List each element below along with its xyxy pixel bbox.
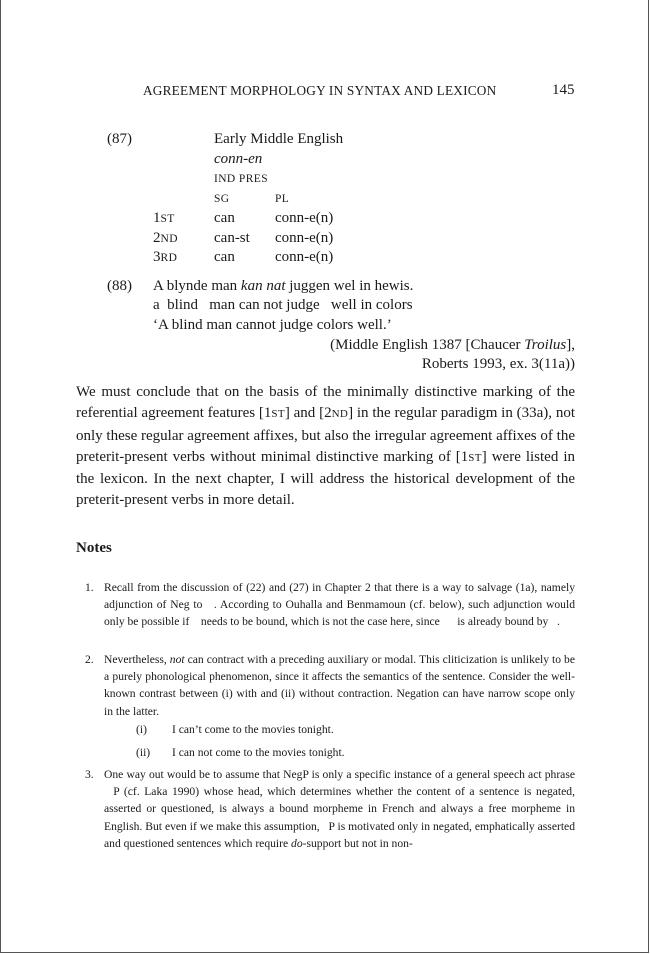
page-number: 145: [552, 82, 575, 98]
ex87-verb: conn-en: [214, 151, 263, 167]
ex87-person-3: 3RD: [153, 249, 178, 265]
note-2-example-i: (i) I can’t come to the movies tonight.: [136, 723, 334, 736]
ex87-features: IND PRES: [214, 173, 269, 185]
note-2-text: Nevertheless, not can contract with a preceding auxiliary or modal. This cliticization is unlikely to be a purely phonological phenomenon, since it affects the semantics of the sentence. Consider the well-known contrast between (i) with and (ii) without contraction. Negation can have narrow scope only in the latter.: [104, 653, 575, 718]
note-3-number: 3.: [85, 768, 94, 781]
note-2-example-ii: (ii) I can not come to the movies tonight.: [136, 746, 345, 759]
body-paragraph: We must conclude that on the basis of the minimally distinctive marking of the referential agreement features [1ST] and [2ND] in the regular paradigm in (33a), not only these regular agreement affixes, but also the irregular agreement affixes of the preterit-present verbs without minimal distinctive marking of [1ST] were listed in the lexicon. In the next chapter, I will address the historical development of the preterit-present verbs in more detail.: [76, 384, 575, 509]
note-1-text: Recall from the discussion of (22) and (27) in Chapter 2 that there is a way to salvage (1a), namely adjunction of Neg to . According to Ouhalla and Benmamoun (cf. below), such adjunction would only be possible if needs to be bound, which is not the case here, since is already bound by .: [104, 581, 575, 629]
ex87-person-1: 1ST: [153, 210, 175, 226]
ex87-sg-2: can-st: [214, 230, 250, 246]
ex88-source-1: (Middle English 1387 [Chaucer Troilus],: [330, 337, 575, 353]
ex87-title: Early Middle English: [214, 131, 344, 147]
ex88-translation: ‘A blind man cannot judge colors well.’: [153, 317, 392, 333]
note-1-number: 1.: [85, 581, 94, 594]
ex87-sg-3: can: [214, 249, 235, 265]
ex87-pl-1: conn-e(n): [275, 210, 334, 226]
ex87-pl-2: conn-e(n): [275, 230, 334, 246]
ex88-gloss: a blind man can not judge well in colors: [153, 297, 413, 313]
note-3-text: One way out would be to assume that NegP is only a specific instance of a general speech act phrase P (cf. Laka 1990) whose head, which determines whether the content of a sentence is negated, asserted or questioned, is always a bound morpheme in French and always a free morpheme in English. But even if we make this assumption, P is motivated only in negated, emphatically asserted and questioned sentences which require do-support but not in non-: [104, 768, 575, 850]
ex87-person-2: 2ND: [153, 230, 178, 246]
ex87-col-pl: PL: [275, 193, 290, 205]
ex87-sg-1: can: [214, 210, 235, 226]
ex88-number: (88): [107, 278, 132, 294]
ex88-source-2: Roberts 1993, ex. 3(11a)): [421, 356, 575, 372]
running-title: AGREEMENT MORPHOLOGY IN SYNTAX AND LEXICON: [143, 83, 497, 98]
ex87-pl-3: conn-e(n): [275, 249, 334, 265]
ex87-col-sg: SG: [214, 193, 230, 205]
ex87-number: (87): [107, 131, 132, 147]
note-2-number: 2.: [85, 653, 94, 666]
notes-heading: Notes: [76, 540, 112, 556]
ex88-line1: A blynde man kan nat juggen wel in hewis.: [153, 278, 414, 294]
